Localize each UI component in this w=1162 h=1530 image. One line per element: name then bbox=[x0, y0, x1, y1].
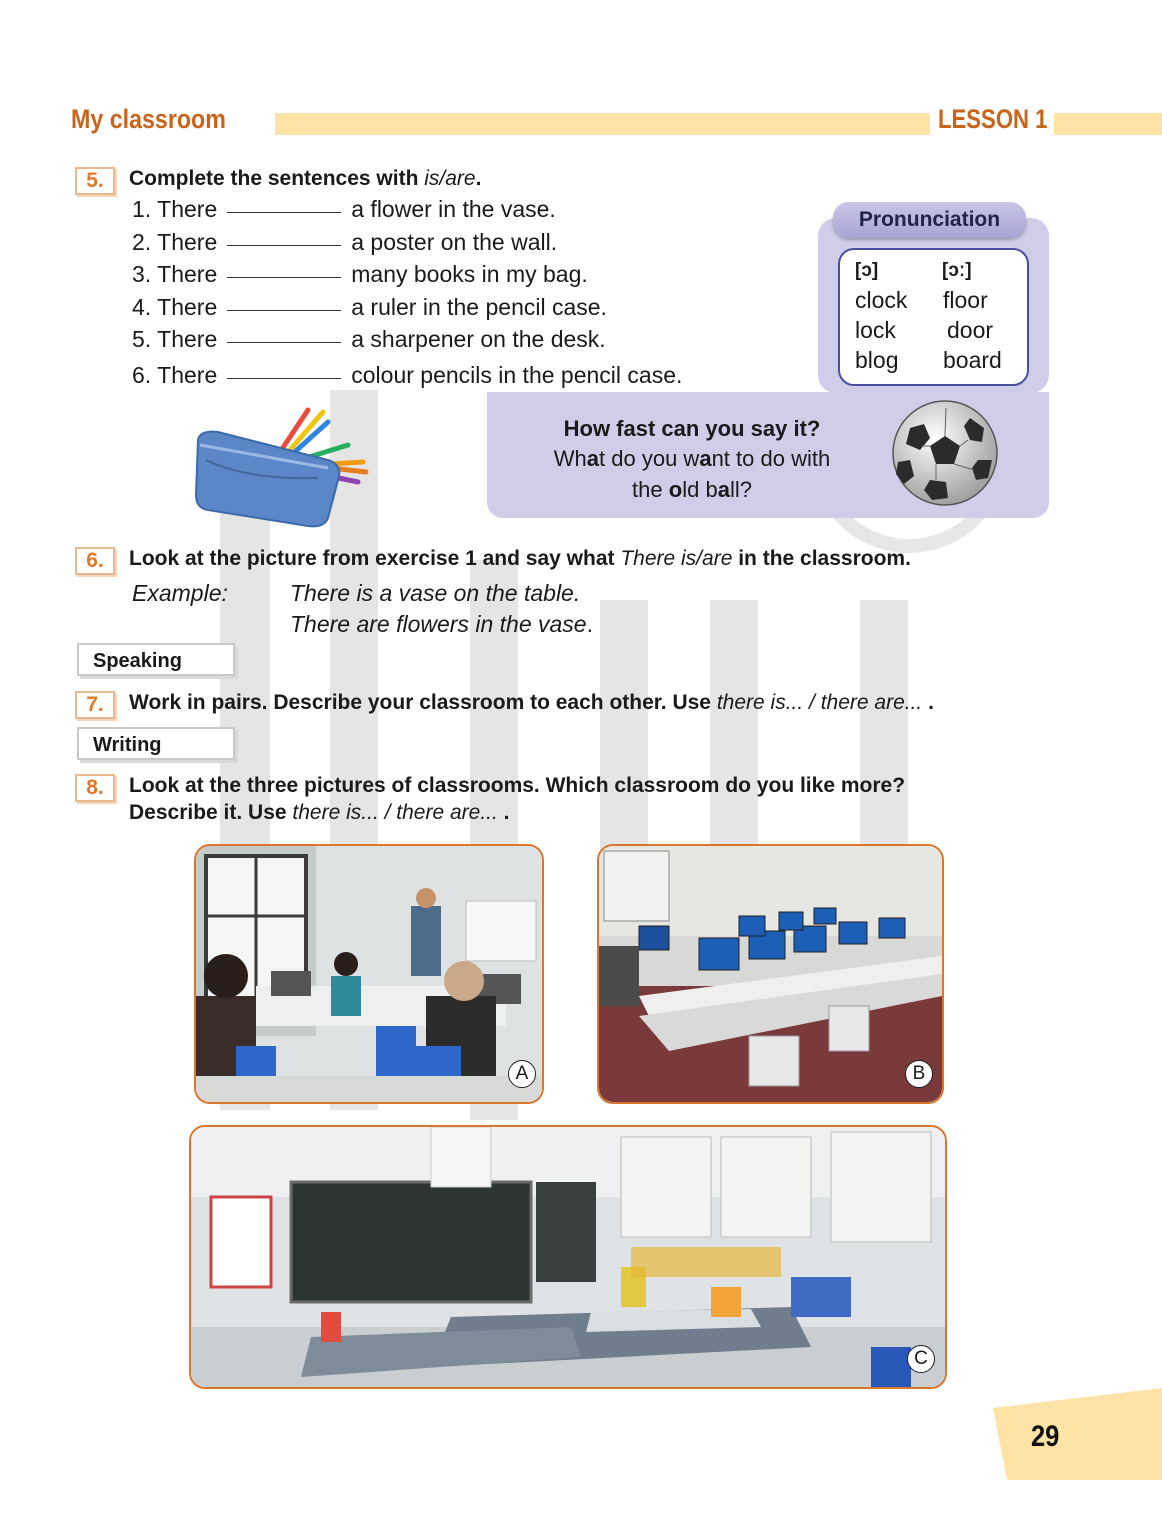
speaking-section-label: Speaking bbox=[77, 643, 235, 676]
sentence-1: 1. There a flower in the vase. bbox=[132, 196, 556, 222]
blank-3[interactable] bbox=[227, 276, 341, 278]
exercise-8-instruction-line-2: Describe it. Use there is... / there are... . bbox=[129, 801, 510, 824]
pron-col1-head: [ɔ] bbox=[855, 260, 879, 281]
lesson-number: LESSON 1 bbox=[938, 104, 1048, 134]
sentence-5: 5. There a sharpener on the desk. bbox=[132, 326, 606, 352]
tongue-twister-line-2: the old ball? bbox=[632, 477, 752, 502]
tongue-twister-line-1: What do you want to do with bbox=[553, 446, 831, 471]
exercise-8-number: 8. bbox=[75, 774, 115, 802]
classroom-b-illustration bbox=[599, 846, 942, 1102]
blank-4[interactable] bbox=[227, 309, 341, 311]
photo-label-b: B bbox=[905, 1060, 933, 1088]
exercise-7-instruction: Work in pairs. Describe your classroom to each other. Use there is... / there are... . bbox=[129, 691, 934, 714]
pron-word: floor bbox=[943, 287, 988, 313]
classroom-c-illustration bbox=[191, 1127, 945, 1387]
classroom-photo-c bbox=[189, 1125, 947, 1389]
lesson-title: My classroom bbox=[71, 104, 226, 134]
pron-word: lock bbox=[855, 317, 896, 343]
pron-word: clock bbox=[855, 287, 908, 313]
blank-5[interactable] bbox=[227, 341, 341, 343]
exercise-5-instruction: Complete the sentences with is/are. bbox=[129, 167, 482, 190]
blank-1[interactable] bbox=[227, 211, 341, 213]
blank-6[interactable] bbox=[227, 377, 341, 379]
sentence-4: 4. There a ruler in the pencil case. bbox=[132, 294, 607, 320]
page-number-band bbox=[985, 1388, 1162, 1480]
page-number: 29 bbox=[1031, 1420, 1060, 1453]
pron-word: door bbox=[947, 317, 994, 343]
sentence-2: 2. There a poster on the wall. bbox=[132, 229, 558, 255]
soccer-ball-icon bbox=[890, 398, 1000, 508]
blank-2[interactable] bbox=[227, 244, 341, 246]
exercise-7-number: 7. bbox=[75, 691, 115, 719]
pron-col2-head: [ɔː] bbox=[942, 260, 972, 281]
pronunciation-title: Pronunciation bbox=[833, 202, 1026, 238]
writing-section-label: Writing bbox=[77, 727, 235, 760]
example-line-1: There is a vase on the table. bbox=[290, 580, 581, 606]
header-band bbox=[275, 113, 930, 135]
photo-label-c: C bbox=[907, 1345, 935, 1373]
example-label: Example: bbox=[132, 580, 228, 606]
classroom-photo-a bbox=[194, 844, 544, 1104]
exercise-5-number: 5. bbox=[75, 167, 115, 195]
classroom-photo-b bbox=[597, 844, 944, 1104]
sentence-3: 3. There many books in my bag. bbox=[132, 261, 588, 287]
classroom-a-illustration bbox=[196, 846, 542, 1102]
tongue-twister-heading: How fast can you say it? bbox=[563, 416, 821, 441]
pencil-case-illustration bbox=[188, 400, 383, 530]
sentence-6: 6. There colour pencils in the pencil case. bbox=[132, 362, 683, 388]
example-line-2: There are flowers in the vase. bbox=[290, 611, 593, 637]
pron-word: blog bbox=[855, 347, 899, 373]
exercise-6-number: 6. bbox=[75, 547, 115, 575]
exercise-8-instruction-line-1: Look at the three pictures of classrooms. Which classroom do you like more? bbox=[129, 774, 906, 797]
exercise-6-instruction: Look at the picture from exercise 1 and say what There is/are in the classroom. bbox=[129, 547, 911, 570]
photo-label-a: A bbox=[508, 1060, 536, 1088]
header-band-right bbox=[1054, 113, 1162, 135]
pron-word: board bbox=[943, 347, 1002, 373]
